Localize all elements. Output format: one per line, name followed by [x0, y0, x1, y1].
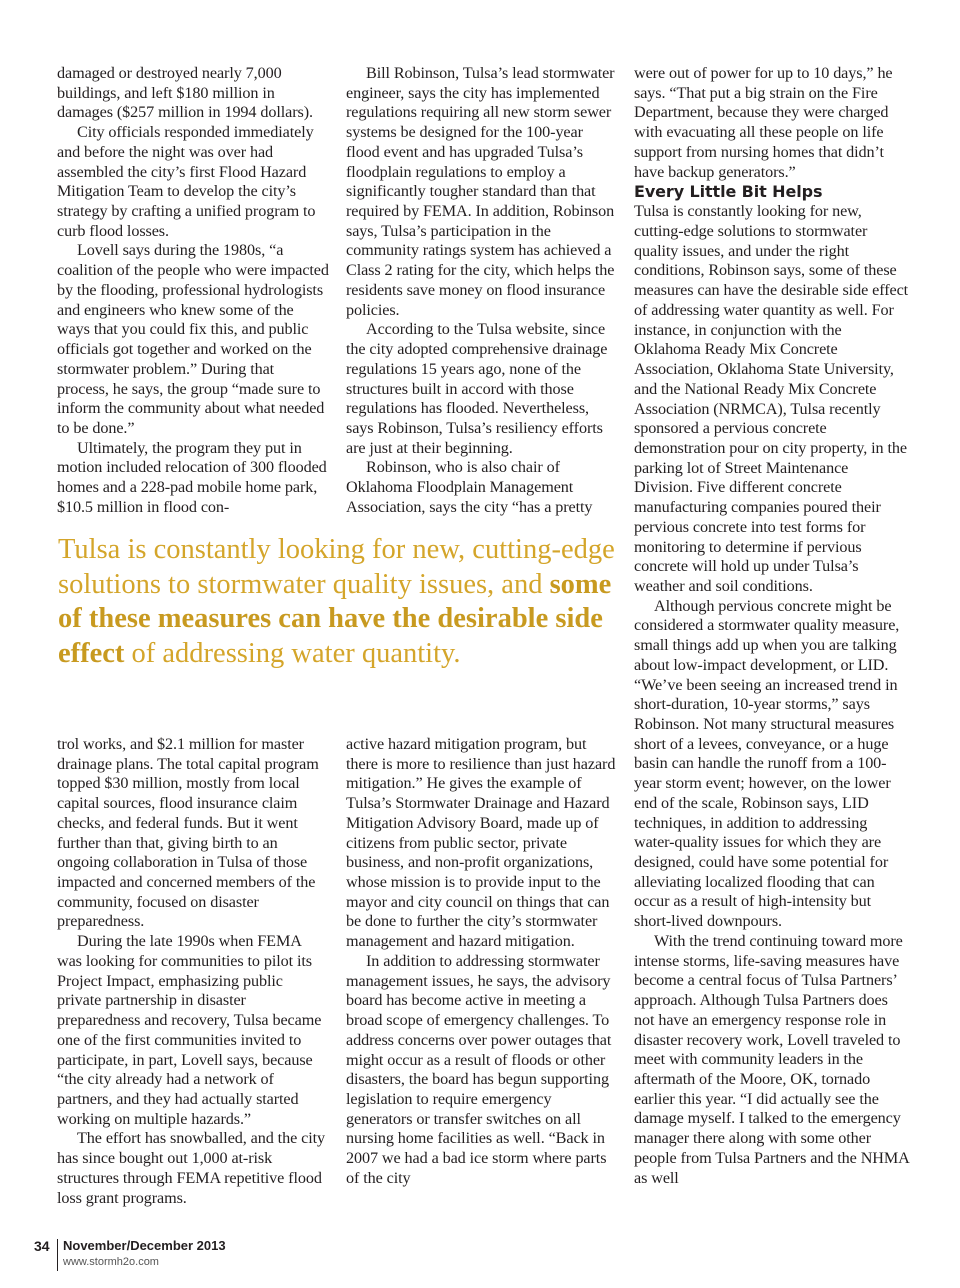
paragraph: City officials responded immediately and before the night was over had assembled the city’s first Flood Hazard Mitigation Team to develop the city’s strategy by crafting a unified program to curb flood losses. [57, 123, 316, 240]
paragraph: Ultimately, the program they put in motion included relocation of 300 flooded homes and a 228-pad mobile home park, $10.5 million in flood con- [57, 438, 327, 516]
column-1-bottom [57, 735, 329, 1208]
website-url[interactable]: www.stormh2o.com [63, 1256, 159, 1268]
issue-date: November/December 2013 [63, 1238, 226, 1253]
column-1-top [57, 64, 329, 518]
paragraph: active hazard mitigation program, but there is more to resilience than just hazard mitigation.” He gives the example of Tulsa’s Stormwater Drainage and Hazard Mitigation Advisory Board, made up of citizens from public sector, private business, and non-profit organizations, whose mission is to provide input to the mayor and city council on things that can be done to further the city’s stormwater management and hazard mitigation. [346, 735, 616, 951]
paragraph: Although pervious concrete might be considered a stormwater quality measure, small things add up when you are talking about low-impact development, or LID. “We’ve been seeing an increased trend in short-duration, 10-year storms,” says Robinson. Not many structural measures short of a levees, conveyance, or a huge basin can handle the runoff from a 100-year storm event; however, on the lower end of the scale, Robinson says, LID techniques, in addition to addressing water-quality issues for which they are designed, could have some potential for alleviating localized flooding that can occur as a result of high-intensity but short-lived downpours. [634, 596, 900, 931]
paragraph: Lovell says during the 1980s, “a coalition of the people who were impacted by the flooding, professional hydrologists and engineers who knew some of the ways that you could fix this, and public officials got together and worked on the stormwater problem.” During that process, he says, the group “made sure to inform the community about what needed to be done.” [57, 241, 329, 437]
paragraph: Bill Robinson, Tulsa’s lead stormwater engineer, says the city has implemented regulations requiring all new storm sewer systems be designed for the 100-year flood event and has upgraded Tulsa’s floodplain regulations to employ a significantly tougher standard than that required by FEMA. In addition, Robinson says, Tulsa’s participation in the community ratings system has achieved a Class 2 rating for the city, which helps the residents save money on flood insurance policies. [346, 64, 615, 319]
paragraph: With the trend continuing toward more intense storms, life-saving measures have become a central focus of Tulsa Partners’ approach. Although Tulsa Partners does not have an emergency response role in disaster recovery work, Lovell traveled to meet with community leaders in the aftermath of the Moore, OK, tornado earlier this year. “I did actually see the damage myself. I talked to the emergency manager there along with some other people from Tulsa Partners and the NHMA as well [634, 931, 909, 1187]
paragraph: According to the Tulsa website, since the city adopted comprehensive drainage regulations 15 years ago, none of the structures built in accord with those regulations has flooded. Nevertheless, says Robinson, Tulsa’s resiliency efforts are just at their beginning. [346, 320, 608, 457]
paragraph: trol works, and $2.1 million for master drainage plans. The total capital program topped $30 million, mostly from local capital sources, flood insurance claim checks, and federal funds. But it went further than that, giving birth to an ongoing collaboration in Tulsa of those impacted and concerned members of the community, focused on disaster preparedness. [57, 735, 319, 931]
pull-quote-text-end: of addressing water quantity. [124, 637, 461, 669]
section-subhead: Every Little Bit Helps [634, 182, 823, 202]
paragraph: In addition to addressing stormwater management issues, he says, the advisory board has become active in meeting a broad scope of emergency challenges. To address concerns over power outages that might occur as a result of floods or other disasters, the board has begun supporting legislation to require emergency generators or transfer switches on all nursing home facilities as well. “Back in 2007 we had a bad ice storm where parts of the city [346, 951, 612, 1187]
pull-quote-emphasis: some of these measures can have the desirable side effect [58, 568, 612, 669]
paragraph: During the late 1990s when FEMA was looking for communities to pilot its Project Impact, emphasizing public private partnership in disaster preparedness and recovery, Tulsa became one of the first communities invited to participate, in part, Lovell says, because “the city already had a network of partners, and they had actually started working on multiple hazards.” [57, 932, 322, 1128]
pull-quote-text: Tulsa is constantly looking for new, cutting-edge solutions to stormwater quality issues, and [58, 534, 615, 600]
pull-quote [58, 533, 618, 671]
paragraph: damaged or destroyed nearly 7,000 buildings, and left $180 million in damages ($257 million in 1994 dollars). [57, 64, 313, 122]
column-3-body [634, 202, 910, 1188]
column-3-intro [634, 64, 910, 182]
column-2-top [346, 64, 618, 518]
column-3 [634, 64, 910, 1188]
page-number: 34 [34, 1238, 50, 1254]
paragraph: Robinson, who is also chair of Oklahoma Floodplain Management Association, says the city “has a pretty [346, 458, 593, 516]
paragraph: were out of power for up to 10 days,” he says. “That put a big strain on the Fire Department, because they were charged with evacuating all these people on life support from nursing homes that didn’t have backup generators.” [634, 64, 893, 181]
column-2-bottom [346, 735, 618, 1189]
paragraph: The effort has snowballed, and the city has since bought out 1,000 at-risk structures through FEMA repetitive flood loss grant programs. [57, 1129, 325, 1207]
footer-divider [57, 1239, 58, 1271]
paragraph: Tulsa is constantly looking for new, cutting-edge solutions to stormwater quality issues, and under the right conditions, Robinson says, some of these measures can have the desirable side effect of addressing water quantity as well. For instance, in conjunction with the Oklahoma Ready Mix Concrete Association, Oklahoma State University, and the National Ready Mix Concrete Association (NRMCA), Tulsa recently sponsored a pervious concrete demonstration pour on city property, in the parking lot of Street Maintenance Division. Five different concrete manufacturing companies poured their pervious concrete into test forms for monitoring to determine if pervious concrete will hold up under Tulsa’s weather and soil conditions. [634, 202, 909, 595]
